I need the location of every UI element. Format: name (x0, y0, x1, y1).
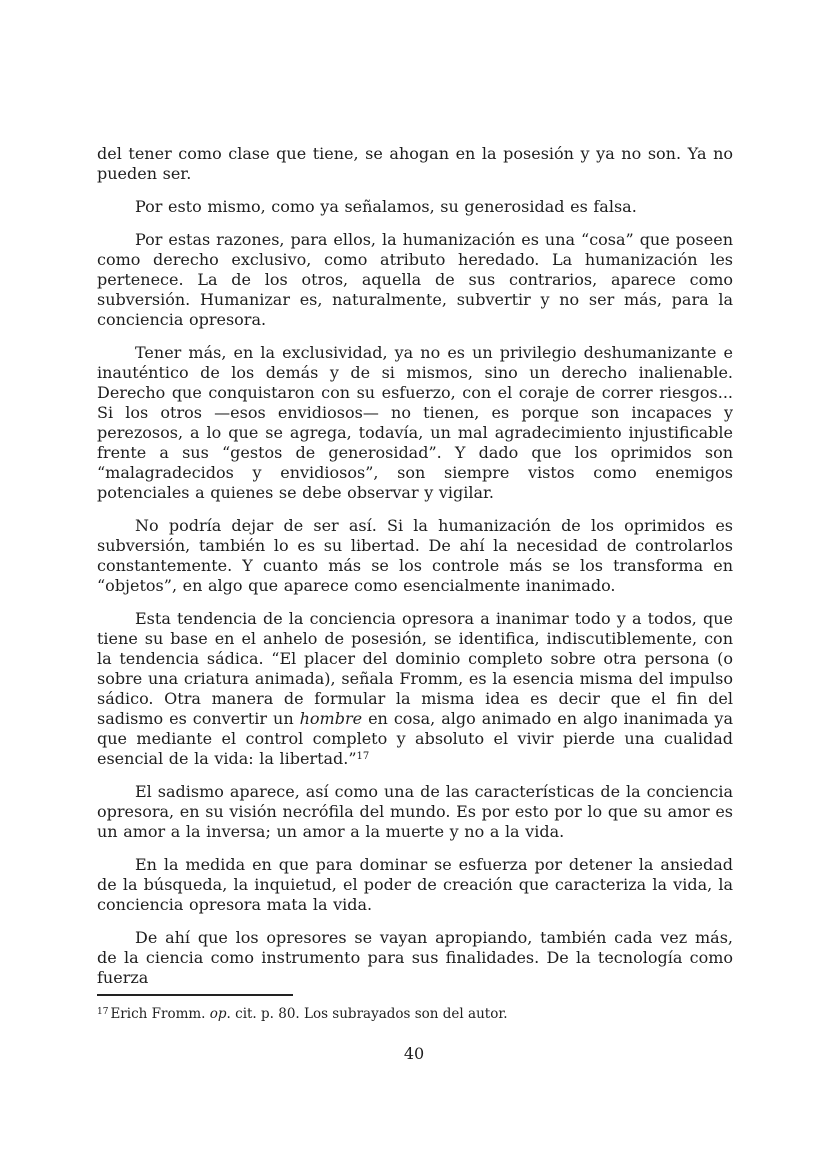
text-run: De ahí que los opresores se vayan apropiando, también cada vez más, de la ciencia como instrumento para sus finalidades. De la tecnología como fuerza (97, 928, 733, 987)
footnote-reference: 17 (356, 751, 370, 762)
text-run: Tener más, en la exclusividad, ya no es un privilegio deshumanizante e inauténtico de los demás y de si mismos, sino un derecho inalienable. Derecho que conquistaron con su esfuerzo, con el coraje de correr riesgos... Si los otros —esos envidiosos— no tienen, es porque son incapaces y perezosos, a lo que se agrega, todavía, un mal agradecimiento injustificable frente a sus “gestos de generosidad”. Y dado que los oprimidos son “malagradecidos y envidiosos”, son siempre vistos como enemigos potenciales a quienes se debe observar y vigilar. (97, 343, 733, 502)
footnote-divider (97, 994, 293, 996)
text-run: El sadismo aparece, así como una de las características de la conciencia opresora, en su visión necrófila del mundo. Es por esto por lo que su amor es un amor a la inversa; un amor a la muerte y no a la vida. (97, 782, 733, 841)
text-run: Erich Fromm. (110, 1006, 210, 1022)
paragraph (97, 928, 733, 988)
page-body (97, 144, 733, 1001)
footnote-marker: 17 (97, 1007, 109, 1017)
footnote-text (110, 1006, 507, 1022)
text-run: en cosa, algo animado en algo inanimada ya que mediante el control completo y absoluto el vivir pierde una cualidad esencial de la vida: la libertad.” (97, 709, 733, 768)
paragraph (97, 855, 733, 915)
text-run: No podría dejar de ser así. Si la humanización de los oprimidos es subversión, también lo es su libertad. De ahí la necesidad de controlarlos constantemente. Y cuanto más se los controle más se los transforma en “objetos”, en algo que aparece como esencialmente inanimado. (97, 516, 733, 595)
paragraph (97, 782, 733, 842)
text-run: del tener como clase que tiene, se ahogan en la posesión y ya no son. Ya no pueden ser. (97, 144, 733, 183)
paragraph (97, 516, 733, 596)
text-run: En la medida en que para dominar se esfuerza por detener la ansiedad de la búsqueda, la inquietud, el poder de creación que caracteriza la vida, la conciencia opresora mata la vida. (97, 855, 733, 914)
text-run: Esta tendencia de la conciencia opresora a inanimar todo y a todos, que tiene su base en el anhelo de posesión, se identifica, indiscutiblemente, con la tendencia sádica. “El placer del dominio completo sobre otra persona (o sobre una criatura animada), señala Fromm, es la esencia misma del impulso sádico. Otra manera de formular la misma idea es decir que el fin del sadismo es convertir un (97, 609, 733, 728)
footnote-area (97, 994, 733, 1023)
footnote (97, 1006, 733, 1023)
paragraph (97, 230, 733, 330)
text-run: Por esto mismo, como ya señalamos, su generosidad es falsa. (135, 197, 637, 216)
paragraph (97, 609, 733, 769)
text-run: Por estas razones, para ellos, la humanización es una “cosa” que poseen como derecho exclusivo, como atributo heredado. La humanización les pertenece. La de los otros, aquella de sus contrarios, aparece como subversión. Humanizar es, naturalmente, subvertir y no ser más, para la conciencia opresora. (97, 230, 733, 329)
paragraph (97, 343, 733, 503)
text-run: . cit. p. 80. Los subrayados son del autor. (226, 1006, 508, 1022)
page-number: 40 (403, 1044, 425, 1063)
italic-text-run: op (209, 1006, 227, 1022)
italic-text-run: hombre (299, 709, 363, 728)
paragraph (97, 144, 733, 184)
paragraph (97, 197, 733, 217)
